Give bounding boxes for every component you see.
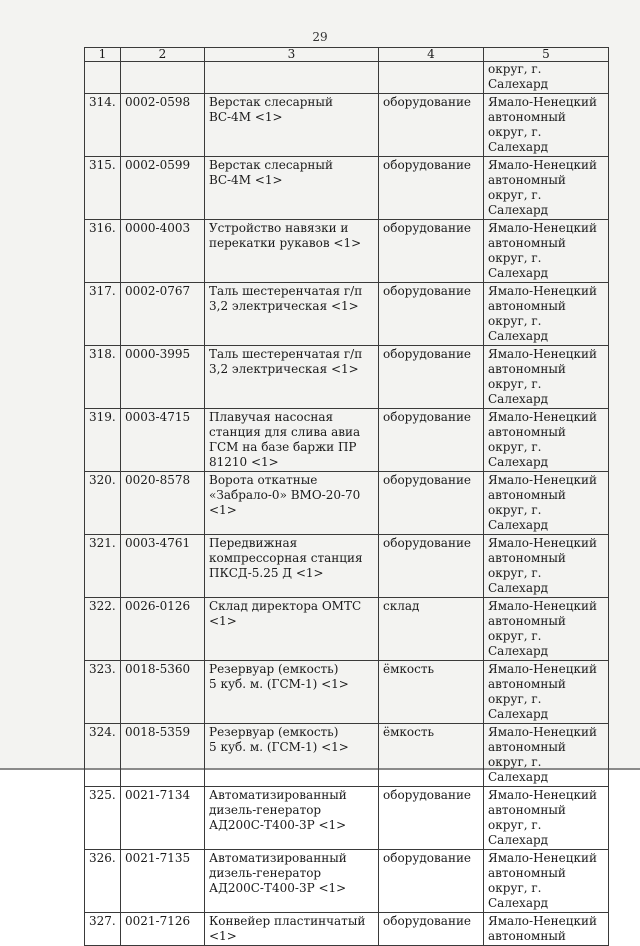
asset-location: Ямало-Ненецкий автономный округ, г. Салехард [484, 535, 609, 598]
table-header-row [85, 48, 609, 62]
asset-type: оборудование [379, 157, 484, 220]
inventory-code: 0026-0126 [121, 598, 205, 661]
row-number: 317. [85, 283, 121, 346]
row-number: 315. [85, 157, 121, 220]
asset-location: Ямало-Ненецкий автономный округ, г. Салехард [484, 598, 609, 661]
asset-type: оборудование [379, 220, 484, 283]
table-row [85, 661, 609, 724]
asset-location: Ямало-Ненецкий автономный округ, г. Салехард [484, 157, 609, 220]
page-number: 29 [312, 30, 328, 44]
asset-name: Верстак слесарный ВС-4М <1> [205, 157, 379, 220]
row-number: 319. [85, 409, 121, 472]
continuation-cell-3 [205, 62, 379, 94]
column-header-1: 1 [85, 48, 121, 62]
asset-name: Устройство навязки и перекатки рукавов <1> [205, 220, 379, 283]
table-row [85, 94, 609, 157]
table-row [85, 157, 609, 220]
asset-name: Резервуар (емкость) 5 куб. м. (ГСМ-1) <1> [205, 661, 379, 724]
row-number: 318. [85, 346, 121, 409]
asset-name: Плавучая насосная станция для слива авиа ГСМ на базе баржи ПР 81210 <1> [205, 409, 379, 472]
table-row [85, 724, 609, 787]
inventory-code: 0021-7134 [121, 787, 205, 850]
table-row [85, 598, 609, 661]
asset-name: Таль шестеренчатая г/п 3,2 электрическая <1> [205, 283, 379, 346]
table-row [85, 913, 609, 946]
asset-location: Ямало-Ненецкий автономный округ, г. Салехард [484, 94, 609, 157]
table-row [85, 850, 609, 913]
asset-type: оборудование [379, 850, 484, 913]
column-header-3: 3 [205, 48, 379, 62]
continuation-cell-4 [379, 62, 484, 94]
table-row [85, 787, 609, 850]
asset-type: оборудование [379, 472, 484, 535]
asset-type: оборудование [379, 913, 484, 946]
row-number: 327. [85, 913, 121, 946]
asset-type: оборудование [379, 346, 484, 409]
row-number: 321. [85, 535, 121, 598]
asset-type: оборудование [379, 283, 484, 346]
asset-location: Ямало-Ненецкий автономный округ, г. Салехард [484, 787, 609, 850]
asset-location: Ямало-Ненецкий автономный округ, г. Салехард [484, 220, 609, 283]
asset-location: Ямало-Ненецкий автономный округ, г. Салехард [484, 472, 609, 535]
inventory-code: 0003-4761 [121, 535, 205, 598]
asset-type: оборудование [379, 787, 484, 850]
asset-name: Конвейер пластинчатый <1> [205, 913, 379, 946]
asset-name: Таль шестеренчатая г/п 3,2 электрическая <1> [205, 346, 379, 409]
assets-table [84, 47, 609, 946]
row-number: 322. [85, 598, 121, 661]
continuation-location: округ, г. Салехард [484, 62, 609, 94]
asset-type: склад [379, 598, 484, 661]
asset-location: Ямало-Ненецкий автономный округ, г. Салехард [484, 283, 609, 346]
row-number: 323. [85, 661, 121, 724]
asset-location: Ямало-Ненецкий автономный [484, 913, 609, 946]
asset-location: Ямало-Ненецкий автономный округ, г. Салехард [484, 661, 609, 724]
asset-location: Ямало-Ненецкий автономный округ, г. Салехард [484, 850, 609, 913]
column-header-4: 4 [379, 48, 484, 62]
inventory-code: 0002-0598 [121, 94, 205, 157]
asset-name: Резервуар (емкость) 5 куб. м. (ГСМ-1) <1> [205, 724, 379, 787]
asset-location: Ямало-Ненецкий автономный округ, г. Салехард [484, 724, 609, 787]
table-row [85, 535, 609, 598]
inventory-code: 0020-8578 [121, 472, 205, 535]
row-number: 324. [85, 724, 121, 787]
continuation-row [85, 62, 609, 94]
asset-location: Ямало-Ненецкий автономный округ, г. Салехард [484, 409, 609, 472]
inventory-code: 0002-0599 [121, 157, 205, 220]
row-number: 326. [85, 850, 121, 913]
continuation-cell-1 [85, 62, 121, 94]
asset-type: оборудование [379, 94, 484, 157]
table-row [85, 220, 609, 283]
inventory-code: 0000-3995 [121, 346, 205, 409]
inventory-code: 0000-4003 [121, 220, 205, 283]
inventory-code: 0018-5359 [121, 724, 205, 787]
row-number: 316. [85, 220, 121, 283]
row-number: 314. [85, 94, 121, 157]
column-header-2: 2 [121, 48, 205, 62]
row-number: 320. [85, 472, 121, 535]
column-header-5: 5 [484, 48, 609, 62]
row-number: 325. [85, 787, 121, 850]
asset-name: Склад директора ОМТС <1> [205, 598, 379, 661]
asset-name: Передвижная компрессорная станция ПКСД-5.25 Д <1> [205, 535, 379, 598]
table-row [85, 409, 609, 472]
asset-type: ёмкость [379, 724, 484, 787]
asset-name: Верстак слесарный ВС-4М <1> [205, 94, 379, 157]
continuation-cell-2 [121, 62, 205, 94]
asset-name: Автоматизированный дизель-генератор АД200С-Т400-3Р <1> [205, 787, 379, 850]
inventory-code: 0002-0767 [121, 283, 205, 346]
table-row [85, 346, 609, 409]
asset-name: Ворота откатные «Забрало-0» ВМО-20-70 <1> [205, 472, 379, 535]
asset-type: оборудование [379, 535, 484, 598]
inventory-code: 0018-5360 [121, 661, 205, 724]
inventory-code: 0003-4715 [121, 409, 205, 472]
asset-name: Автоматизированный дизель-генератор АД200С-Т400-3Р <1> [205, 850, 379, 913]
table-row [85, 472, 609, 535]
inventory-code: 0021-7135 [121, 850, 205, 913]
inventory-code: 0021-7126 [121, 913, 205, 946]
asset-type: оборудование [379, 409, 484, 472]
asset-type: ёмкость [379, 661, 484, 724]
table-row [85, 283, 609, 346]
asset-location: Ямало-Ненецкий автономный округ, г. Салехард [484, 346, 609, 409]
